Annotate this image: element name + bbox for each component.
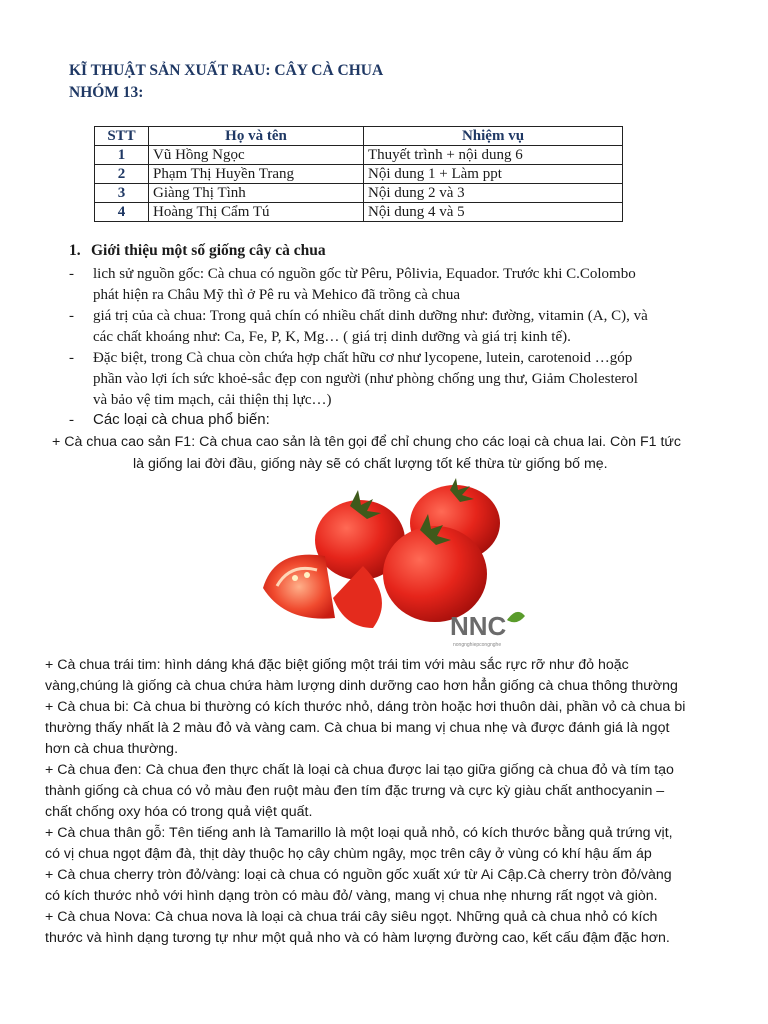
tomato-slice [263,555,335,619]
variety-line: có vị chua ngọt đậm đà, thịt dày thuộc họ cây chùm ngây, mọc trên cây ở vùng có khí hậu ấm áp [45,846,652,862]
table-cell-name: Phạm Thị Huyền Trang [149,165,364,184]
section-heading-text: Giới thiệu một số giống cây cà chua [91,242,326,259]
paragraph-line: các chất khoáng như: Ca, Fe, P, K, Mg… ( giá trị dinh dưỡng và giá trị kinh tế). [93,329,571,345]
variety-line: hơn cà chua thường. [45,741,179,757]
variety-line: + Cà chua thân gỗ: Tên tiếng anh là Tamarillo là một loại quả nhỏ, có kích thước bằng quả trứng vịt, [45,825,673,841]
variety-line: thường thấy nhất là 2 màu đỏ và vàng cam. Cà chua bi mang vị chua nhẹ và được đánh giá là ngọt [45,720,670,736]
bullet-dash: - [69,412,74,428]
variety-f1-line: + Cà chua cao sản F1: Cà chua cao sản là tên gọi để chỉ chung cho các loại cà chua lai. Còn F1 tức [52,434,681,450]
variety-line: + Cà chua bi: Cà chua bi thường có kích thước nhỏ, dáng tròn hoặc hơi thuôn dài, phần vỏ cà chua bi [45,699,686,715]
paragraph-line: phần vào lợi ích sức khoẻ-sắc đẹp con người (như phòng chống ung thư, Giảm Cholesterol [93,371,638,387]
variety-line: + Cà chua đen: Cà chua đen thực chất là loại cà chua được lai tạo giữa giống cà chua đỏ và tím tạo [45,762,674,778]
table-cell-name: Vũ Hồng Ngọc [149,146,364,165]
variety-line: vàng,chúng là giống cà chua chứa hàm lượng dinh dưỡng cao hơn hẳn giống cà chua thông thường [45,678,678,694]
table-cell-name: Giàng Thị Tình [149,184,364,203]
bullet-dash: - [69,308,74,324]
paragraph-line: giá trị của cà chua: Trong quả chín có nhiều chất dinh dưỡng như: đường, vitamin (A, C), và [93,308,648,324]
variety-line: + Cà chua cherry tròn đỏ/vàng: loại cà chua có nguồn gốc xuất xứ từ Ai Cập.Cà cherry tròn đỏ/vàng [45,867,672,883]
table-header-row [95,127,623,146]
nnc-logo [450,611,525,648]
table-cell-task: Nội dung 1 + Làm ppt [364,165,623,184]
table-row [95,165,623,184]
variety-line: có kích thước nhỏ với hình dạng tròn có màu đỏ/ vàng, mang vị chua nhẹ nhưng rất ngọt và giòn. [45,888,658,904]
column-header-name: Họ và tên [149,127,364,146]
variety-line: chất chống oxy hóa có trong quả việt quất. [45,804,313,820]
table-row [95,184,623,203]
paragraph-line: Các loại cà chua phổ biến: [93,411,270,428]
paragraph-line: lich sử nguồn gốc: Cà chua có nguồn gốc từ Pêru, Pôlivia, Equador. Trước khi C.Colombo [93,266,636,282]
document-title: KĨ THUẬT SẢN XUẤT RAU: CÂY CÀ CHUA [69,62,384,79]
variety-line: + Cà chua trái tim: hình dáng khá đặc biệt giống một trái tim với màu sắc rực rỡ như đỏ hoặc [45,657,629,673]
paragraph-line: và bảo vệ tim mạch, cải thiện thị lực…) [93,392,332,408]
table-cell-task: Nội dung 2 và 3 [364,184,623,203]
table-cell-stt: 2 [95,165,149,184]
svg-text:nongnghiepcongnghe: nongnghiepcongnghe [453,642,502,648]
variety-f1-line: là giống lai đời đầu, giống này sẽ có chất lượng tốt kế thừa từ giống bố mẹ. [133,456,608,472]
section-heading [69,242,326,260]
table-cell-task: Nội dung 4 và 5 [364,203,623,222]
table-cell-stt: 3 [95,184,149,203]
table-row [95,146,623,165]
members-table [94,126,623,222]
bullet-dash: - [69,266,74,282]
column-header-task: Nhiệm vụ [364,127,623,146]
group-label: NHÓM 13: [69,84,144,101]
table-cell-stt: 4 [95,203,149,222]
bullet-dash: - [69,350,74,366]
table-cell-name: Hoàng Thị Cẩm Tú [149,203,364,222]
paragraph-line: Đặc biệt, trong Cà chua còn chứa hợp chất hữu cơ như lycopene, lutein, carotenoid …góp [93,350,633,366]
tomato-illustration [255,478,533,648]
variety-line: thước và hình dạng tương tự như một quả nho và có hàm lượng đường cao, kết cấu đậm đặc hơn. [45,930,670,946]
variety-line: + Cà chua Nova: Cà chua nova là loại cà chua trái cây siêu ngọt. Những quả cà chua nhỏ có kích [45,909,658,925]
column-header-stt: STT [95,127,149,146]
svg-text:NNC: NNC [450,611,507,641]
paragraph-line: phát hiện ra Châu Mỹ thì ở Pê ru và Mehico đã trồng cà chua [93,287,460,303]
table-cell-stt: 1 [95,146,149,165]
table-cell-task: Thuyết trình + nội dung 6 [364,146,623,165]
table-row [95,203,623,222]
variety-line: thành giống cà chua có vỏ màu đen ruột màu đen tím đặc trưng và cực kỳ giàu chất anthocyanin – [45,783,665,799]
section-number: 1. [69,242,81,259]
